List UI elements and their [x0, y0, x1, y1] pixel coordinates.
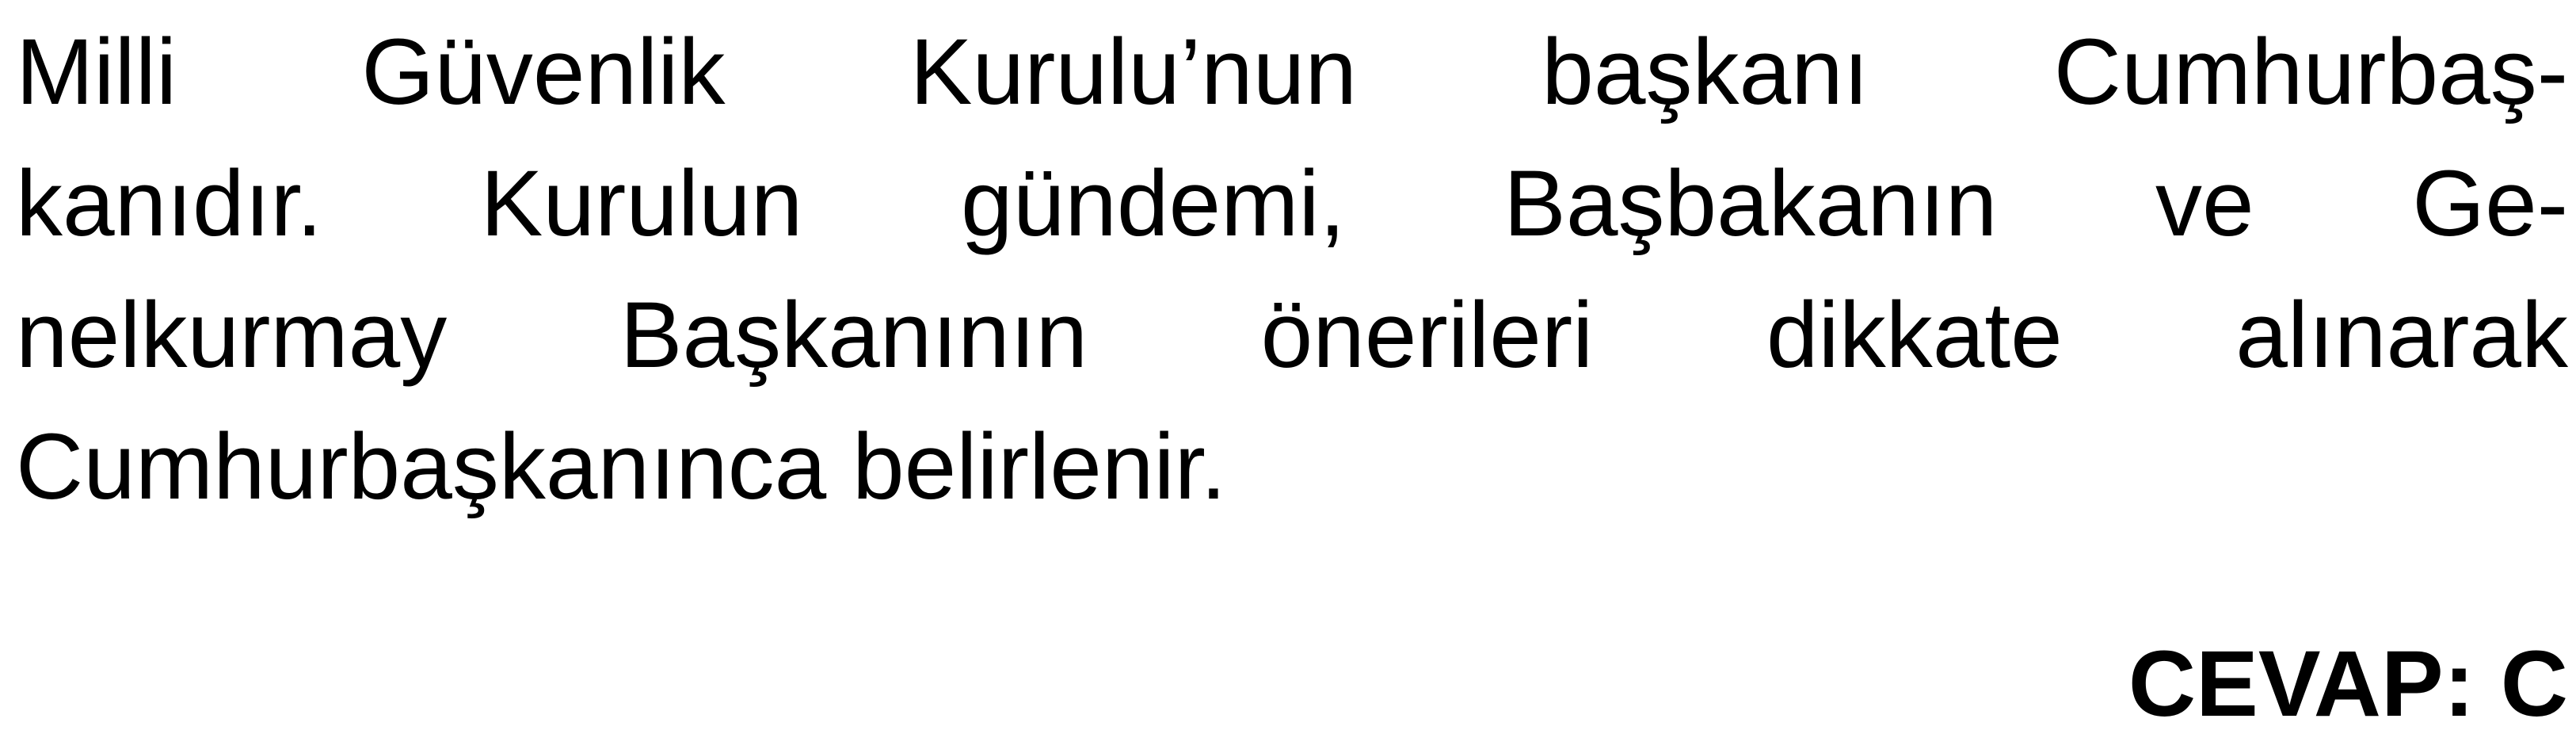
paragraph-line: nelkurmay Başkanının önerileri dikkate alınarak [16, 283, 2568, 388]
document-page [16, 0, 2568, 753]
paragraph-line: Milli Güvenlik Kurulu’nun başkanı Cumhurbaş- [16, 20, 2568, 124]
paragraph-line: kanıdır. Kurulun gündemi, Başbakanın ve Ge- [16, 151, 2568, 256]
paragraph-line: Cumhurbaşkanınca belirlenir. [16, 415, 1227, 519]
explanation-paragraph [16, 0, 2568, 533]
answer-label: CEVAP: C [2128, 632, 2568, 736]
